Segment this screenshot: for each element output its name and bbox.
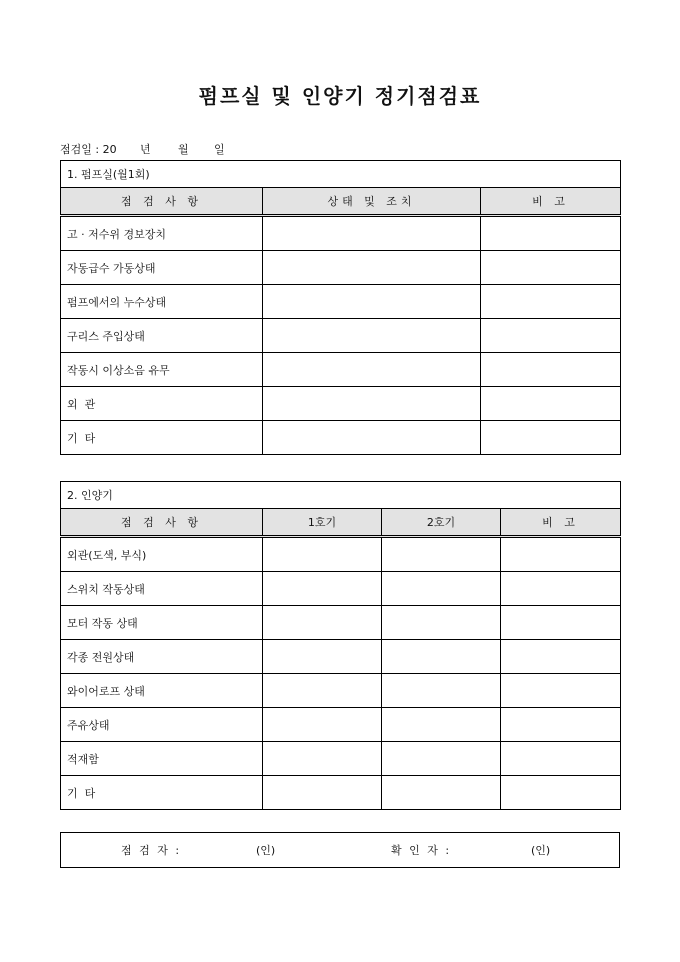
inspector-label: 점 검 자 : [121,844,182,857]
lift-header-item: 점 검 사 항 [61,509,263,537]
pump-section-title: 1. 펌프실(월1회) [61,161,621,188]
table-row [61,353,621,387]
pump-remarks-cell[interactable] [481,216,621,251]
inspector-seal[interactable]: (인) [256,844,276,857]
table-row [61,251,621,285]
table-row [61,742,621,776]
lift-item-label: 각종 전원상태 [61,640,263,674]
lift-header-unit2: 2호기 [382,509,501,537]
lift-item-label: 적재함 [61,742,263,776]
pump-status-cell[interactable] [263,216,481,251]
lift-unit1-cell[interactable] [263,640,382,674]
confirmer-seal[interactable]: (인) [531,844,551,857]
lift-header-remarks: 비 고 [501,509,621,537]
pump-status-cell[interactable] [263,353,481,387]
pump-status-cell[interactable] [263,319,481,353]
lift-unit2-cell[interactable] [382,537,501,572]
lift-unit1-cell[interactable] [263,742,382,776]
lift-remarks-cell[interactable] [501,572,621,606]
lift-remarks-cell[interactable] [501,776,621,810]
lift-unit1-cell[interactable] [263,572,382,606]
table-row [61,421,621,455]
lift-unit1-cell[interactable] [263,708,382,742]
table-row [61,606,621,640]
pump-item-label: 고 · 저수위 경보장치 [61,216,263,251]
pump-remarks-cell[interactable] [481,319,621,353]
table-row [61,776,621,810]
page-title: 펌프실 및 인양기 정기점검표 [198,84,482,108]
pump-remarks-cell[interactable] [481,285,621,319]
pump-status-cell[interactable] [263,285,481,319]
pump-header-item: 점 검 사 항 [61,188,263,216]
table-row [61,216,621,251]
date-month-label: 월 [178,143,189,156]
lift-remarks-cell[interactable] [501,537,621,572]
lift-item-label: 모터 작동 상태 [61,606,263,640]
lift-item-label: 외관(도색, 부식) [61,537,263,572]
lift-unit2-cell[interactable] [382,572,501,606]
lift-item-label: 기 타 [61,776,263,810]
pump-room-table [60,160,621,455]
lift-unit1-cell[interactable] [263,537,382,572]
pump-remarks-cell[interactable] [481,353,621,387]
lift-unit1-cell[interactable] [263,674,382,708]
lift-remarks-cell[interactable] [501,640,621,674]
pump-status-cell[interactable] [263,421,481,455]
lift-unit2-cell[interactable] [382,708,501,742]
table-row [61,572,621,606]
confirmer-label: 확 인 자 : [391,844,452,857]
date-day-label: 일 [214,143,225,156]
pump-item-label: 구리스 주입상태 [61,319,263,353]
pump-item-label: 펌프에서의 누수상태 [61,285,263,319]
lift-remarks-cell[interactable] [501,606,621,640]
pump-item-label: 작동시 이상소음 유무 [61,353,263,387]
pump-remarks-cell[interactable] [481,251,621,285]
pump-header-status: 상태 및 조치 [263,188,481,216]
lift-section-title: 2. 인양기 [61,482,621,509]
table-row [61,708,621,742]
lift-unit2-cell[interactable] [382,606,501,640]
lift-unit1-cell[interactable] [263,776,382,810]
date-label: 점검일 : 20 [60,143,117,156]
lift-table [60,481,621,810]
table-row [61,387,621,421]
date-year-label: 년 [140,143,151,156]
lift-unit2-cell[interactable] [382,776,501,810]
pump-status-cell[interactable] [263,251,481,285]
lift-header-unit1: 1호기 [263,509,382,537]
lift-item-label: 스위치 작동상태 [61,572,263,606]
table-row [61,537,621,572]
lift-unit1-cell[interactable] [263,606,382,640]
lift-remarks-cell[interactable] [501,674,621,708]
lift-unit2-cell[interactable] [382,640,501,674]
pump-remarks-cell[interactable] [481,421,621,455]
lift-item-label: 주유상태 [61,708,263,742]
table-row [61,674,621,708]
lift-unit2-cell[interactable] [382,742,501,776]
signature-box [60,832,620,868]
inspection-date-line [60,141,225,157]
table-row [61,285,621,319]
pump-item-label: 외 관 [61,387,263,421]
table-row [61,319,621,353]
lift-item-label: 와이어로프 상태 [61,674,263,708]
lift-remarks-cell[interactable] [501,742,621,776]
lift-remarks-cell[interactable] [501,708,621,742]
lift-unit2-cell[interactable] [382,674,501,708]
table-row [61,640,621,674]
pump-header-remarks: 비 고 [481,188,621,216]
pump-item-label: 기 타 [61,421,263,455]
pump-status-cell[interactable] [263,387,481,421]
pump-remarks-cell[interactable] [481,387,621,421]
pump-item-label: 자동급수 가동상태 [61,251,263,285]
